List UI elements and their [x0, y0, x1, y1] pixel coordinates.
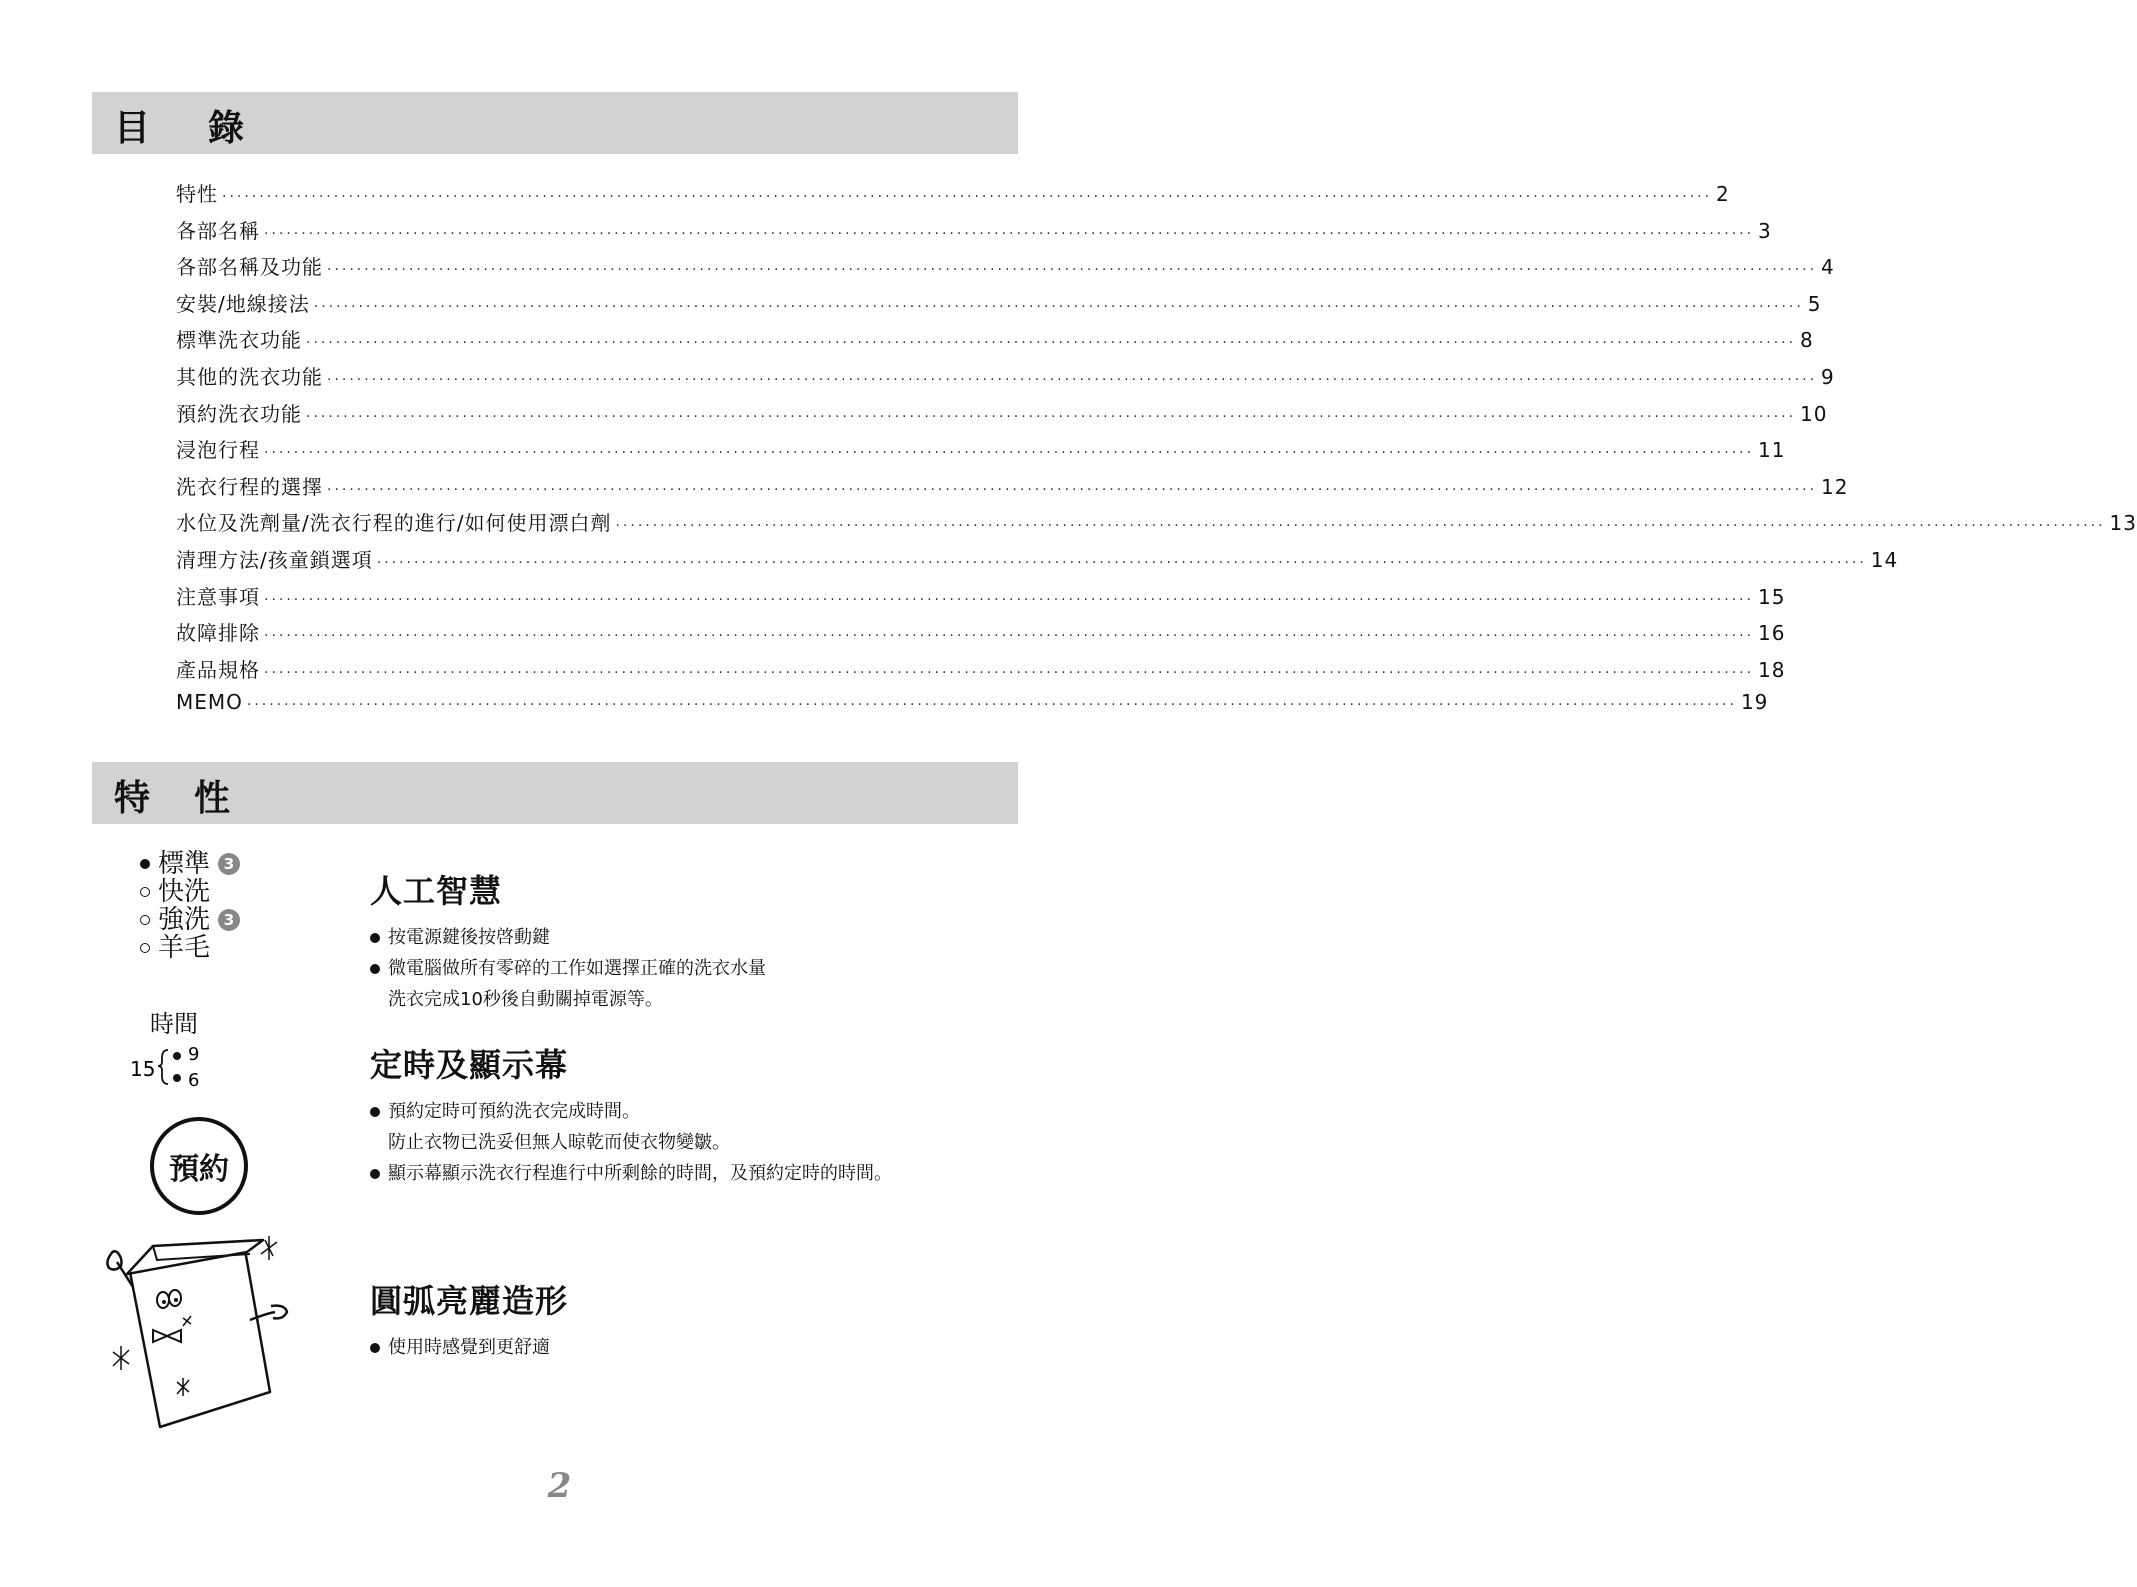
- feature-line: [370, 1096, 990, 1127]
- time-widget-top-value: 9: [188, 1044, 200, 1065]
- program-badge: 3: [218, 853, 240, 875]
- table-of-contents: [176, 178, 2137, 727]
- toc-heading: [114, 100, 246, 151]
- toc-entry-title: 各部名稱: [176, 218, 260, 243]
- program-indicator: [140, 850, 240, 878]
- bullet-dot-icon: [370, 964, 380, 974]
- filled-dot-icon: [140, 859, 150, 869]
- bullet-dot-icon: [370, 1343, 380, 1353]
- toc-entry-page: 13: [2109, 511, 2137, 536]
- toc-entry-page: 3: [1758, 218, 1772, 243]
- toc-entry-page: 10: [1800, 401, 1828, 426]
- feature-line: [370, 1158, 990, 1189]
- bullet-dot-icon: [370, 1169, 380, 1179]
- feature-line-text: 微電腦做所有零碎的工作如選擇正確的洗衣水量: [388, 958, 766, 979]
- toc-heading-char-2: 錄: [208, 108, 247, 149]
- feature-line: [370, 1332, 990, 1363]
- toc-entry[interactable]: [176, 690, 1769, 727]
- bullet-dot-icon: [370, 1107, 380, 1117]
- toc-leader-dots: ········································································································································································································: [615, 518, 2106, 535]
- feature-line: [370, 1127, 990, 1158]
- feature-title: 圓弧亮麗造形: [370, 1282, 569, 1320]
- toc-entry-title: 產品規格: [176, 657, 260, 682]
- toc-entry[interactable]: [176, 434, 1786, 471]
- features-heading: [114, 770, 232, 821]
- toc-leader-dots: ········································································································································································································: [222, 189, 1713, 205]
- program-label: 快洗: [158, 877, 211, 907]
- program-indicator: [140, 878, 240, 906]
- toc-entry-title: 安裝/地線接法: [176, 291, 310, 316]
- toc-leader-dots: ········································································································································································································: [264, 664, 1755, 681]
- toc-leader-dots: ········································································································································································································: [264, 445, 1755, 462]
- time-label: 時間: [150, 1010, 198, 1038]
- toc-entry[interactable]: [176, 324, 1814, 361]
- program-label: 強洗: [158, 905, 211, 935]
- toc-entry[interactable]: [176, 471, 1849, 508]
- toc-entry-title: 故障排除: [176, 621, 260, 646]
- feature-block-ai: [370, 866, 990, 1015]
- toc-entry[interactable]: [176, 251, 1835, 288]
- toc-header-bar: [92, 92, 1018, 154]
- time-indicator-widget: [130, 1042, 210, 1090]
- toc-entry[interactable]: [176, 507, 2137, 544]
- toc-entry-title: MEMO: [176, 690, 243, 715]
- toc-leader-dots: ········································································································································································································: [327, 481, 1818, 498]
- toc-entry-page: 12: [1821, 474, 1849, 499]
- feature-line: [370, 953, 990, 984]
- feature-line: [370, 984, 990, 1015]
- toc-entry-page: 18: [1758, 657, 1786, 682]
- toc-entry-page: 5: [1807, 291, 1822, 316]
- feature-line: [370, 922, 990, 953]
- toc-entry-page: 9: [1821, 364, 1835, 389]
- reserve-badge: 預約: [150, 1117, 248, 1215]
- feature-block-design: [370, 1276, 990, 1363]
- toc-entry-page: 2: [1716, 182, 1730, 206]
- feature-line-text: 洗衣完成10秒後自動關掉電源等。: [388, 989, 663, 1010]
- program-indicator: [140, 934, 240, 962]
- feature-title: 人工智慧: [370, 872, 503, 910]
- toc-leader-dots: ········································································································································································································: [246, 697, 1737, 714]
- indicator-dot-bottom: [173, 1074, 181, 1082]
- toc-entry[interactable]: [176, 581, 1786, 618]
- toc-leader-dots: ········································································································································································································: [327, 371, 1818, 388]
- feature-line-text: 預約定時可預約洗衣完成時間。: [388, 1101, 640, 1122]
- toc-leader-dots: ········································································································································································································: [264, 628, 1755, 645]
- toc-entry[interactable]: [176, 361, 1835, 398]
- toc-entry[interactable]: [176, 654, 1786, 691]
- toc-entry[interactable]: [176, 544, 1899, 581]
- page-number: 2: [547, 1466, 572, 1506]
- toc-entry-title: 特性: [176, 182, 218, 206]
- features-heading-char-2: 性: [194, 778, 233, 819]
- toc-leader-dots: ········································································································································································································: [376, 554, 1867, 571]
- hollow-dot-icon: [140, 943, 150, 953]
- toc-entry[interactable]: [176, 215, 1772, 252]
- toc-entry-title: 其他的洗衣功能: [176, 364, 323, 389]
- toc-entry-page: 15: [1758, 584, 1786, 609]
- indicator-dot-top: [173, 1052, 181, 1060]
- feature-line-text: 使用時感覺到更舒適: [388, 1337, 550, 1358]
- toc-entry-title: 注意事項: [176, 584, 260, 609]
- toc-entry-title: 清理方法/孩童鎖選項: [176, 547, 373, 572]
- program-badge: 3: [218, 909, 240, 931]
- feature-line-text: 顯示幕顯示洗衣行程進行中所剩餘的時間，及預約定時的時間。: [388, 1163, 892, 1184]
- toc-leader-dots: ········································································································································································································: [264, 591, 1755, 608]
- program-indicator-list: [140, 850, 240, 962]
- toc-entry[interactable]: [176, 398, 1828, 435]
- toc-entry-page: 8: [1800, 328, 1814, 353]
- toc-entry-page: 4: [1821, 255, 1835, 280]
- toc-entry-title: 預約洗衣功能: [176, 401, 302, 426]
- toc-leader-dots: ········································································································································································································: [327, 262, 1818, 279]
- toc-heading-char-1: 目: [114, 108, 153, 149]
- toc-leader-dots: ········································································································································································································: [313, 298, 1804, 315]
- toc-entry[interactable]: [176, 288, 1822, 325]
- toc-entry-title: 洗衣行程的選擇: [176, 474, 323, 499]
- washing-machine-mascot-icon: [95, 1232, 295, 1432]
- time-widget-bottom-value: 6: [188, 1070, 200, 1091]
- time-widget-left-value: 15: [130, 1057, 156, 1081]
- toc-entry-title: 標準洗衣功能: [176, 328, 302, 353]
- toc-leader-dots: ········································································································································································································: [306, 335, 1797, 352]
- feature-line-text: 防止衣物已洗妥但無人晾乾而使衣物變皺。: [388, 1132, 730, 1153]
- brace-icon: [158, 1050, 168, 1084]
- toc-entry[interactable]: [176, 617, 1786, 654]
- toc-entry-page: 14: [1870, 547, 1899, 572]
- features-heading-char-1: 特: [114, 778, 153, 819]
- feature-block-timer: [370, 1040, 990, 1189]
- toc-entry-title: 各部名稱及功能: [176, 255, 323, 280]
- hollow-dot-icon: [140, 915, 150, 925]
- bullet-dot-icon: [370, 933, 380, 943]
- program-indicator: [140, 906, 240, 934]
- program-label: 標準: [158, 849, 211, 879]
- toc-entry-page: 16: [1758, 621, 1786, 646]
- toc-entry[interactable]: [176, 178, 1730, 215]
- toc-entry-page: 11: [1758, 438, 1786, 463]
- feature-title: 定時及顯示幕: [370, 1046, 569, 1084]
- program-label: 羊毛: [158, 933, 211, 963]
- toc-leader-dots: ········································································································································································································: [264, 225, 1755, 242]
- toc-entry-title: 浸泡行程: [176, 438, 260, 463]
- toc-entry-title: 水位及洗劑量/洗衣行程的進行/如何使用漂白劑: [176, 511, 612, 536]
- features-header-bar: [92, 762, 1018, 824]
- toc-entry-page: 19: [1740, 690, 1769, 715]
- hollow-dot-icon: [140, 887, 150, 897]
- feature-line-text: 按電源鍵後按啓動鍵: [388, 927, 550, 948]
- toc-leader-dots: ········································································································································································································: [306, 408, 1797, 425]
